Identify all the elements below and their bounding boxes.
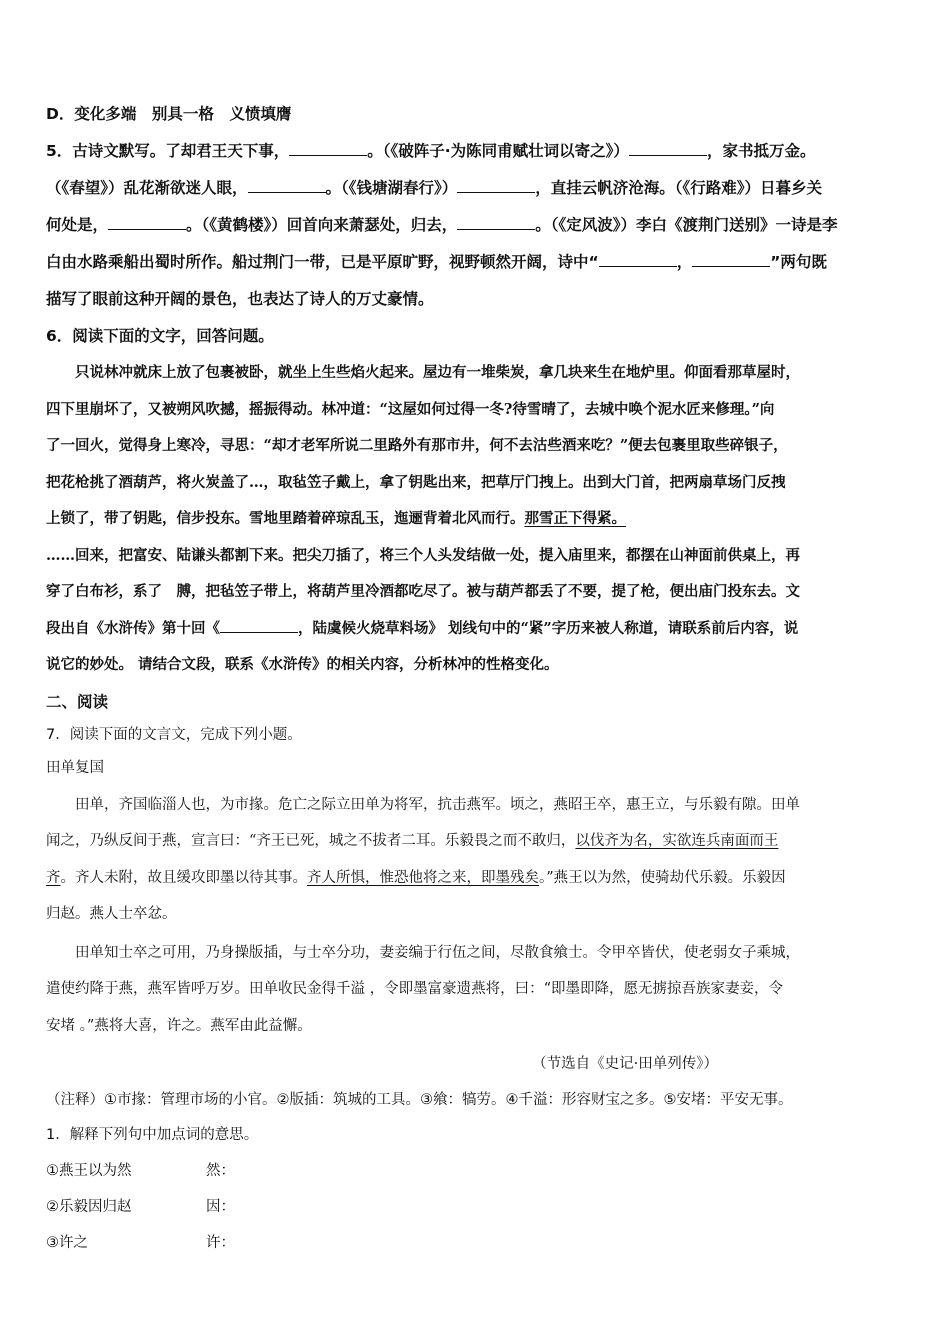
- answer-blank[interactable]: [629, 154, 707, 156]
- q4-option-d: D．变化多端 别具一格 义愤填膺: [46, 105, 292, 123]
- q6-block: [46, 318, 908, 684]
- q7-passage-line: 闻之，乃纵反间于燕，宣言曰：“齐王已死，城之不拔者二耳。乐毅畏之而不敢归，以伐齐为名，实欲连兵南面而王: [46, 833, 779, 849]
- q7-passage-line: 归赵。燕人士卒忿。: [46, 906, 177, 922]
- q6-passage-line: 上锁了，带了钥匙，信步投东。雪地里踏着碎琼乱玉，迤逦背着北风而行。那雪正下得紧。: [46, 510, 626, 527]
- underlined-sentence: 齐: [46, 869, 61, 886]
- q6-passage-line: 了一回火，觉得身上寒冷，寻思：“却才老军所说二里路外有那市井，何不去沽些酒来吃？”便去包裹里取些碎银子，: [46, 437, 788, 454]
- q7-heading: 7．阅读下面的文言文，完成下列小题。: [46, 726, 302, 743]
- q6-passage-line: 说它的妙处。 请结合文段，联系《水浒传》的相关内容，分析林冲的性格变化。: [46, 656, 559, 673]
- definition-sentence: ②乐毅因归赵: [46, 1198, 132, 1215]
- underlined-sentence: 齐人所惧，惟恐他将之来，即墨残矣: [307, 869, 539, 886]
- definition-item: [46, 1225, 908, 1261]
- q6-passage-line: 把花枪挑了酒葫芦，将火炭盖了…，取毡笠子戴上，拿了钥匙出来，把草厅门拽上。出到大门首，把两扇草场门反拽: [46, 473, 786, 491]
- q6-passage-line: ……回来，把富安、陆谦头都割下来。把尖刀插了，将三个人头发结做一处，提入庙里来，都摆在山神面前供桌上，再: [46, 546, 800, 564]
- answer-blank[interactable]: [108, 228, 186, 230]
- q6-passage-line: 只说林冲就床上放了包裹被卧，就坐上生些焰火起来。屋边有一堆柴炭，拿几块来生在地炉里。仰面看那草屋时，: [75, 364, 800, 381]
- definition-item: [46, 1153, 908, 1189]
- q5-line-4: 白由水路乘船出蜀时所作。船过荆门一带，已是平原旷野，视野顿然开阔，诗中“ ， ”两句既: [46, 253, 827, 271]
- q7-passage-line: 田单，齐国临淄人也，为市掾。危亡之际立田单为将军，抗击燕军。顷之，燕昭王卒，惠王立，与乐毅有隙。田单: [75, 796, 800, 813]
- q7-passage-line: 田单知士卒之可用，乃身操版插，与士卒分功，妻妾编于行伍之间，尽散食飨士。令甲卒皆伏，使老弱女子乘城，: [75, 944, 800, 961]
- definition-item: [46, 1189, 908, 1225]
- q6-heading: 6．阅读下面的文字，回答问题。: [46, 327, 274, 345]
- document-page: [46, 96, 908, 1261]
- q5-line-5: 描写了眼前这种开阔的景色，也表达了诗人的万丈豪情。: [46, 290, 434, 308]
- q5-line-1: 5．古诗文默写。了却君王天下事， 。（《破阵子·为陈同甫赋壮词以寄之》） ，家书抵万金。: [46, 142, 816, 160]
- definition-list: [46, 1153, 908, 1261]
- passage-title: 田单复国: [46, 759, 104, 776]
- answer-blank[interactable]: [457, 228, 535, 230]
- underlined-sentence: 以伐齐为名，实欲连兵南面而王: [575, 833, 779, 849]
- answer-blank[interactable]: [457, 191, 535, 193]
- answer-blank[interactable]: [220, 631, 298, 633]
- q7-block: [46, 721, 908, 1261]
- passage-notes: （注释）①市掾：管理市场的小官。②版插：筑城的工具。③飨：犒劳。④千溢：形容财宝之多。⑤安堵：平安无事。: [46, 1091, 793, 1108]
- q7-passage-line: 齐。齐人未附，故且缓攻即墨以待其事。齐人所惧，惟恐他将之来，即墨残矣。”燕王以为然，使骑劫代乐毅。乐毅因: [46, 869, 786, 886]
- answer-blank[interactable]: [599, 265, 677, 267]
- q5-line-2: （《春望》）乱花渐欲迷人眼， 。（《钱塘湖春行》） ，直挂云帆济沧海。（《行路难》）日暮乡关: [46, 179, 823, 197]
- q5-block: [46, 133, 908, 318]
- passage-source: （节选自《史记·田单列传》）: [532, 1056, 718, 1072]
- underlined-sentence: 那雪正下得紧。: [524, 510, 626, 527]
- definition-answer-field[interactable]: 因：: [206, 1198, 235, 1215]
- q5-line-3: 何处是， 。（《黄鹤楼》）回首向来萧瑟处，归去， 。（《定风波》）李白《渡荆门送别》一诗是李: [46, 216, 838, 234]
- q7-passage-line: 遣使约降于燕，燕军皆呼万岁。田单收民金得千溢 ，令即墨富豪遗燕将，曰：“即墨即降，愿无掳掠吾族家妻妾，令: [46, 981, 784, 997]
- definition-sentence: ①燕王以为然: [46, 1162, 132, 1179]
- section-heading: 二、阅读: [46, 692, 109, 711]
- answer-blank[interactable]: [248, 191, 326, 193]
- definition-answer-field[interactable]: 许：: [206, 1234, 235, 1251]
- q6-passage-line: 穿了白布衫，系了 膊，把毡笠子带上，将葫芦里冷酒都吃尽了。被与葫芦都丢了不要，提了枪，便出庙门投东去。文: [46, 583, 800, 600]
- q7-passage-line: 安堵 。”燕将大喜，许之。燕军由此益懈。: [46, 1017, 312, 1034]
- q6-passage-line: 四下里崩坏了，又被朔风吹撼，摇振得动。林冲道：“这屋如何过得一冬?待雪晴了，去城中唤个泥水匠来修理。”向: [46, 400, 775, 418]
- definition-sentence: ③许之: [46, 1234, 88, 1251]
- q6-passage-line: 段出自《水浒传》第十回《 ，陆虞候火烧草料场》 划线句中的“紧”字历来被人称道，请联系前后内容，说: [46, 619, 799, 637]
- answer-blank[interactable]: [692, 265, 770, 267]
- subquestion-heading: 1．解释下列句中加点词的意思。: [46, 1126, 259, 1143]
- definition-answer-field[interactable]: 然：: [206, 1162, 235, 1179]
- answer-blank[interactable]: [289, 154, 367, 156]
